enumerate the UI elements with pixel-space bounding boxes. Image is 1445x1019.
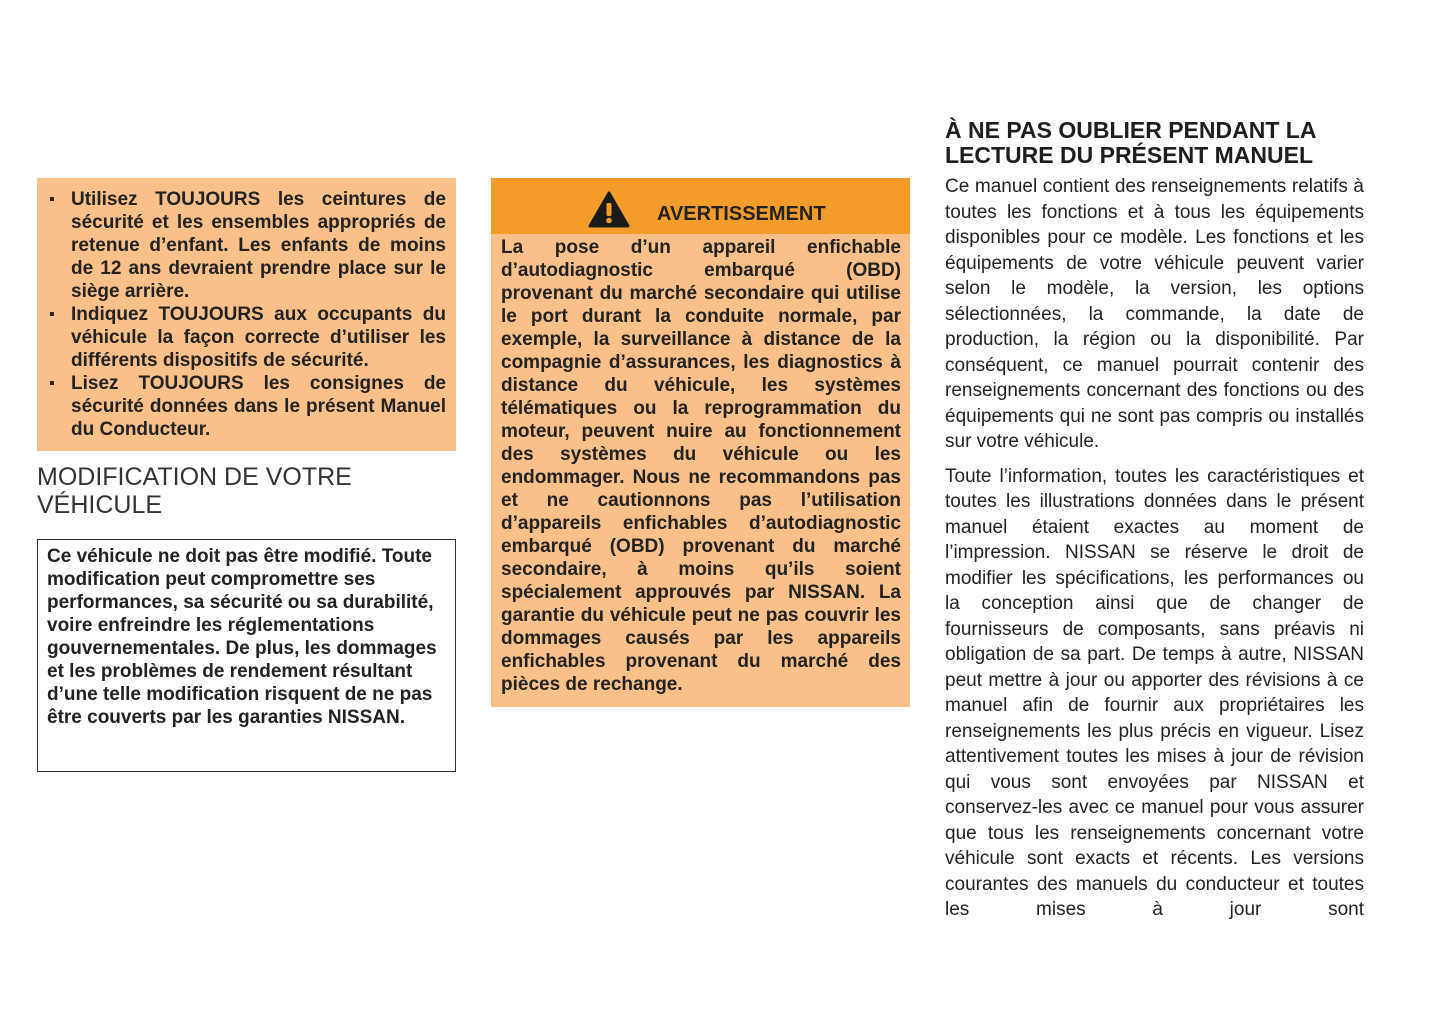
section-title-line1: MODIFICATION DE VOTRE: [37, 463, 352, 491]
section-heading: [945, 118, 1364, 168]
paragraph-2: Toute l’information, toutes les caractéristiques et toutes les illustrations données dans le présent manuel étaient exactes au moment de l’impression. NISSAN se réserve le droit de modifier les spécifications, les performances ou la conception ainsi que de changer de fournisseurs de composants, sans préavis ni obligation de sa part. De temps à autre, NISSAN peut mettre à jour ou apporter des révisions à ce manuel afin de fournir aux propriétaires les renseignements les plus précis en vigueur. Lisez attentivement toutes les mises à jour de révision qui vous sont envoyées par NISSAN et conservez-les avec ce manuel pour vous assurer que tous les renseignements concernant votre véhicule sont exacts et récents. Les versions courantes des manuels du conducteur et toutes les mises à jour sont: [945, 465, 1364, 920]
warning-header: [491, 178, 910, 234]
section-title-line2: VÉHICULE: [37, 491, 163, 519]
list-item: ▪ Utilisez TOUJOURS les ceintures de sécurité et les ensembles appropriés de retenue d’enfant. Les enfants de moins de 12 ans devraient prendre place sur le siège arrière.: [47, 188, 446, 303]
manual-reading-section: [945, 118, 1364, 923]
warning-title: AVERTISSEMENT: [657, 203, 826, 225]
modification-notice-box: [37, 539, 456, 772]
paragraph-1: Ce manuel contient des renseignements relatifs à toutes les fonctions et à tous les équipements disponibles pour ce modèle. Les fonctions et les équipements de votre véhicule peuvent varier selon le modèle, la version, les options sélectionnées, la commande, la date de production, la région ou la disponibilité. Par conséquent, ce manuel pourrait contenir des renseignements concernant des fonctions ou des équipements qui ne sont pas compris ou installés sur votre véhicule.: [945, 176, 1364, 452]
modification-notice-text: Ce véhicule ne doit pas être modifié. Toute modification peut compromettre ses performances, sa sécurité ou sa durabilité, voire enfreindre les réglementations gouvernementales. De plus, les dommages et les problèmes de rendement résultant d’une telle modification risquent de ne pas être couverts par les garanties NISSAN.: [47, 546, 437, 728]
list-item: ▪ Lisez TOUJOURS les consignes de sécurité données dans le présent Manuel du Conducteur.: [47, 372, 446, 441]
section-title: [37, 463, 456, 519]
warning-triangle-icon: [588, 191, 630, 228]
warning-box: [491, 178, 910, 707]
safety-bullet-list: [47, 188, 446, 441]
list-item: ▪ Indiquez TOUJOURS aux occupants du véhicule la façon correcte d’utiliser les différents dispositifs de sécurité.: [47, 303, 446, 372]
safety-bullets-box: [37, 178, 456, 451]
section-heading-line1: À NE PAS OUBLIER PENDANT LA: [945, 117, 1317, 143]
section-heading-line2: LECTURE DU PRÉSENT MANUEL: [945, 142, 1314, 168]
warning-text: La pose d’un appareil enfichable d’autodiagnostic embarqué (OBD) provenant du marché secondaire qui utilise le port durant la conduite normale, par exemple, la surveillance à distance de la compagnie d’assurances, les diagnostics à distance du véhicule, les systèmes télématiques ou la reprogrammation du moteur, peuvent nuire au fonctionnement des systèmes du véhicule ou les endommager. Nous ne recommandons pas et ne cautionnons pas l’utilisation d’appareils enfichables d’autodiagnostic embarqué (OBD) provenant du marché secondaire, à moins qu’ils soient spécialement approuvés par NISSAN. La garantie du véhicule peut ne pas couvrir les dommages causés par les appareils enfichables provenant du marché des pièces de rechange.: [501, 237, 901, 695]
